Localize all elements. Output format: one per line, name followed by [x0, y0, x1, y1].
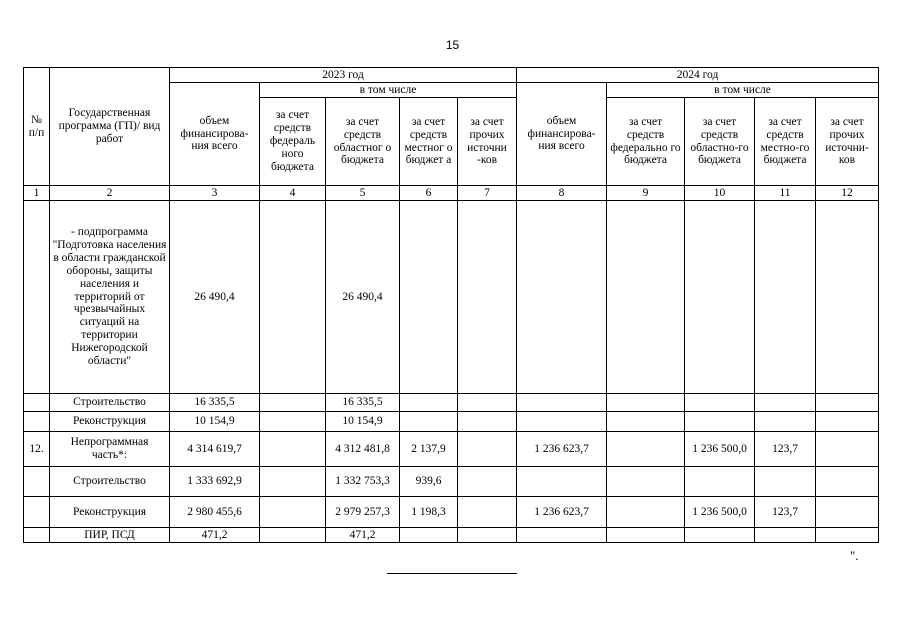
- cell-c11: [755, 412, 816, 432]
- col-number: 8: [517, 186, 607, 201]
- cell-c11: 123,7: [755, 432, 816, 467]
- table-row: [24, 394, 879, 412]
- cell-c12: [816, 528, 879, 543]
- header-year-2023: 2023 год: [170, 68, 517, 83]
- table-row: [24, 412, 879, 432]
- cell-c10: 1 236 500,0: [685, 497, 755, 528]
- cell-c4: [260, 412, 326, 432]
- cell-c12: [816, 497, 879, 528]
- cell-c6: 939,6: [400, 467, 458, 497]
- cell-c9: [607, 528, 685, 543]
- col-number: 1: [24, 186, 50, 201]
- col-number: 5: [326, 186, 400, 201]
- header-c3: объем финансирова-ния всего: [170, 83, 260, 186]
- cell-c7: [458, 201, 517, 394]
- cell-c3: 26 490,4: [170, 201, 260, 394]
- cell-c9: [607, 412, 685, 432]
- col-number: 10: [685, 186, 755, 201]
- row-num: [24, 497, 50, 528]
- cell-c12: [816, 467, 879, 497]
- row-num: [24, 412, 50, 432]
- cell-c4: [260, 201, 326, 394]
- cell-c4: [260, 432, 326, 467]
- header-c6: за счет средств местног о бюджет а: [400, 98, 458, 186]
- cell-c7: [458, 394, 517, 412]
- cell-c4: [260, 497, 326, 528]
- cell-c12: [816, 432, 879, 467]
- cell-c9: [607, 201, 685, 394]
- cell-c5: 2 979 257,3: [326, 497, 400, 528]
- table-row: [24, 432, 879, 467]
- cell-c6: 2 137,9: [400, 432, 458, 467]
- cell-c6: [400, 394, 458, 412]
- row-num: [24, 201, 50, 394]
- cell-c3: 10 154,9: [170, 412, 260, 432]
- cell-c10: [685, 528, 755, 543]
- cell-c12: [816, 412, 879, 432]
- cell-c4: [260, 394, 326, 412]
- column-number-row: [24, 186, 879, 201]
- cell-c7: [458, 497, 517, 528]
- budget-table: [23, 67, 879, 543]
- row-name: Непрограммная часть*:: [50, 432, 170, 467]
- col-number: 11: [755, 186, 816, 201]
- cell-c11: 123,7: [755, 497, 816, 528]
- row-num: 12.: [24, 432, 50, 467]
- cell-c8: [517, 201, 607, 394]
- closing-quote: ".: [850, 548, 859, 563]
- col-number: 12: [816, 186, 879, 201]
- cell-c9: [607, 467, 685, 497]
- row-name: ПИР, ПСД: [50, 528, 170, 543]
- row-num: [24, 528, 50, 543]
- cell-c9: [607, 394, 685, 412]
- row-num: [24, 394, 50, 412]
- cell-c8: [517, 467, 607, 497]
- table-row: [24, 497, 879, 528]
- row-name: Строительство: [50, 394, 170, 412]
- col-number: 3: [170, 186, 260, 201]
- footnote-divider: [387, 573, 517, 574]
- header-program: Государственная программа (ГП)/ вид работ: [50, 68, 170, 186]
- cell-c6: 1 198,3: [400, 497, 458, 528]
- cell-c8: [517, 528, 607, 543]
- cell-c8: 1 236 623,7: [517, 432, 607, 467]
- cell-c4: [260, 467, 326, 497]
- cell-c8: 1 236 623,7: [517, 497, 607, 528]
- cell-c3: 471,2: [170, 528, 260, 543]
- cell-c5: 4 312 481,8: [326, 432, 400, 467]
- cell-c3: 2 980 455,6: [170, 497, 260, 528]
- cell-c11: [755, 201, 816, 394]
- cell-c5: 16 335,5: [326, 394, 400, 412]
- cell-c6: [400, 528, 458, 543]
- cell-c7: [458, 432, 517, 467]
- cell-c10: [685, 394, 755, 412]
- table-row: [24, 201, 879, 394]
- cell-c11: [755, 394, 816, 412]
- row-name: - подпрограмма "Подготовка населения в области гражданской обороны, защиты населения и территорий от чрезвычайных ситуаций на территории Нижегородской области": [50, 201, 170, 394]
- table-row: [24, 467, 879, 497]
- cell-c3: 1 333 692,9: [170, 467, 260, 497]
- cell-c5: 26 490,4: [326, 201, 400, 394]
- cell-c10: 1 236 500,0: [685, 432, 755, 467]
- col-number: 7: [458, 186, 517, 201]
- cell-c3: 16 335,5: [170, 394, 260, 412]
- header-c9: за счет средств федерально го бюджета: [607, 98, 685, 186]
- cell-c10: [685, 412, 755, 432]
- col-number: 9: [607, 186, 685, 201]
- header-c10: за счет средств областно-го бюджета: [685, 98, 755, 186]
- cell-c11: [755, 528, 816, 543]
- cell-c7: [458, 467, 517, 497]
- cell-c5: 1 332 753,3: [326, 467, 400, 497]
- cell-c8: [517, 412, 607, 432]
- cell-c4: [260, 528, 326, 543]
- cell-c10: [685, 201, 755, 394]
- col-number: 4: [260, 186, 326, 201]
- header-c5: за счет средств областног о бюджета: [326, 98, 400, 186]
- row-num: [24, 467, 50, 497]
- header-c7: за счет прочих источни -ков: [458, 98, 517, 186]
- cell-c7: [458, 412, 517, 432]
- header-incl-2023: в том числе: [260, 83, 517, 98]
- header-c11: за счет средств местно-го бюджета: [755, 98, 816, 186]
- cell-c5: 471,2: [326, 528, 400, 543]
- cell-c12: [816, 394, 879, 412]
- cell-c5: 10 154,9: [326, 412, 400, 432]
- cell-c11: [755, 467, 816, 497]
- header-num: № п/п: [24, 68, 50, 186]
- col-number: 2: [50, 186, 170, 201]
- cell-c9: [607, 432, 685, 467]
- row-name: Строительство: [50, 467, 170, 497]
- row-name: Реконструкция: [50, 497, 170, 528]
- header-c8: объем финансирова-ния всего: [517, 83, 607, 186]
- row-name: Реконструкция: [50, 412, 170, 432]
- page-number: 15: [445, 38, 460, 52]
- cell-c7: [458, 528, 517, 543]
- table-row: [24, 528, 879, 543]
- cell-c6: [400, 201, 458, 394]
- cell-c3: 4 314 619,7: [170, 432, 260, 467]
- cell-c6: [400, 412, 458, 432]
- cell-c10: [685, 467, 755, 497]
- header-year-2024: 2024 год: [517, 68, 879, 83]
- cell-c8: [517, 394, 607, 412]
- header-c4: за счет средств федераль ного бюджета: [260, 98, 326, 186]
- header-incl-2024: в том числе: [607, 83, 879, 98]
- cell-c12: [816, 201, 879, 394]
- header-c12: за счет прочих источни-ков: [816, 98, 879, 186]
- col-number: 6: [400, 186, 458, 201]
- cell-c9: [607, 497, 685, 528]
